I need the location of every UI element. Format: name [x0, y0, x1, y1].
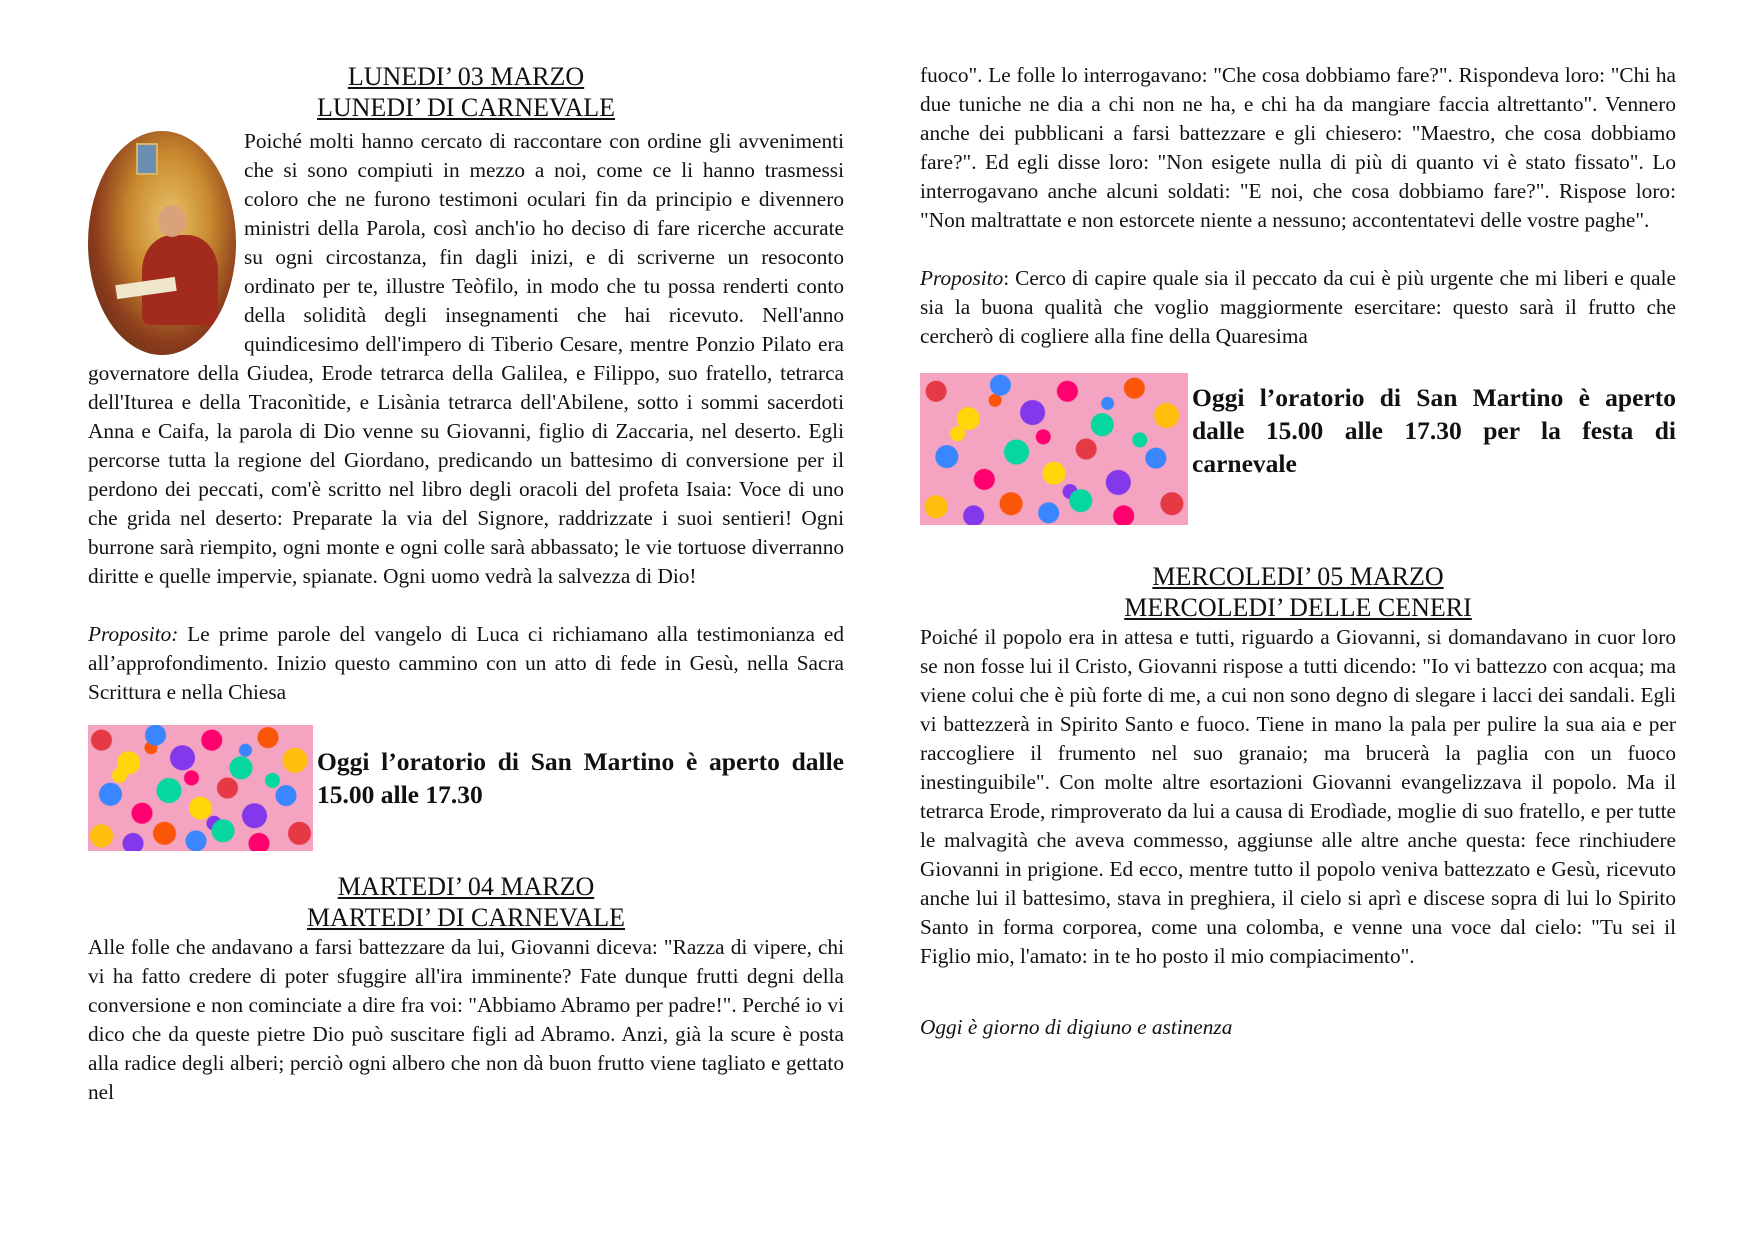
day2-reading-continued: fuoco". Le folle lo interrogavano: "Che cosa dobbiamo fare?". Rispondeva loro: "Chi ha due tuniche ne dia a chi non ne ha, e chi ha da mangiare faccia altrettanto". Vennero anche dei pubblicani a farsi battezzare e gli chiesero: "Maestro, che cosa dobbiamo fare?". Ed egli disse loro: "Non esigete nulla di più di quanto vi è stato fissato". Lo interrogavano anche alcuni soldati: "E noi, che cosa dobbiamo fare?". Rispose loro: "Non maltrattate e non estorcete niente a nessuno; accontentatevi delle vostre paghe".	[920, 63, 1676, 232]
day1-heading-title: LUNEDI’ DI CARNEVALE	[317, 93, 615, 122]
day2-proposito-label: Proposito	[920, 266, 1004, 290]
day1-proposito	[88, 620, 844, 707]
saint-luke-writing-icon	[88, 131, 236, 355]
confetti-image	[88, 725, 313, 851]
day3-reading: Poiché il popolo era in attesa e tutti, riguardo a Giovanni, si domandavano in cuor loro se non fosse lui il Cristo, Giovanni rispose a tutti dicendo: "Io vi battezzo con acqua; ma viene colui che è più forte di me, a cui non sono degno di slegare i lacci dei sandali. Egli vi battezzerà in Spirito Santo e fuoco. Tiene in mano la pala per pulire la sua aia e per raccogliere il frumento nel suo granaio; ma brucerà la paglia con un fuoco inestinguibile". Con molte altre esortazioni Giovanni evangelizzava il popolo. Ma il tetrarca Erode, rimproverato da lui a causa di Erodìade, moglie di suo fratello, e per tutte le malvagità che aveva commesso, aggiunse alle altre anche questa: fece rinchiudere Giovanni in prigione. Ed ecco, mentre tutto il popolo veniva battezzato e Gesù, ricevuto anche lui il battesimo, stava in preghiera, il cielo si aprì e discese sopra di lui lo Spirito Santo in forma corporea, come una colomba, e venne una voce dal cielo: "Tu sei il Figlio mio, l'amato: in te ho posto il mio compiacimento".	[920, 625, 1676, 968]
day2-heading-title: MARTEDI’ DI CARNEVALE	[306, 903, 626, 932]
day2-proposito-text: : Cerco di capire quale sia il peccato da cui è più urgente che mi liberi e quale sia la buona qualità che voglio maggiormente esercitare: questo sarà il frutto che cercherò di cogliere alla fine della Quaresima	[920, 266, 1676, 348]
day1-notice: Oggi l’oratorio di San Martino è aperto dalle 15.00 alle 17.30	[317, 747, 844, 809]
day2-proposito	[920, 264, 1676, 351]
day1-proposito-label: Proposito:	[88, 622, 179, 646]
day1-heading-date: LUNEDI’ 03 MARZO	[347, 62, 585, 91]
day2-reading: Alle folle che andavano a farsi battezzare da lui, Giovanni diceva: "Razza di vipere, chi vi ha fatto credere di poter sfuggire all'ira imminente? Fate dunque frutti degni della conversione e non cominciate a dire fra voi: "Abbiamo Abramo per padre!". Perché io vi dico che da queste pietre Dio può suscitare figli ad Abramo. Anzi, già la scure è posta alla radice degli alberi; perciò ogni albero che non dà buon frutto viene tagliato e gettato nel	[88, 935, 844, 1104]
day2-notice: Oggi l’oratorio di San Martino è aperto dalle 15.00 alle 17.30 per la festa di carnevale	[1192, 383, 1676, 478]
day3-heading-date: MERCOLEDI’ 05 MARZO	[1152, 562, 1444, 591]
day2-heading-date: MARTEDI’ 04 MARZO	[337, 872, 595, 901]
day3-heading-title: MERCOLEDI’ DELLE CENERI	[1124, 593, 1472, 622]
right-column	[920, 0, 1676, 1042]
day3-note: Oggi è giorno di digiuno e astinenza	[920, 1015, 1233, 1039]
confetti-image	[920, 373, 1188, 525]
day1-reading: Poiché molti hanno cercato di raccontare con ordine gli avvenimenti che si sono compiuti in mezzo a noi, come ce li hanno trasmessi coloro che ne furono testimoni oculari fin da principio e divennero ministri della Parola, così anch'io ho deciso di fare ricerche accurate su ogni circostanza, fin dagli inizi, e di scriverne un resoconto ordinato per te, illustre Teòfilo, in modo che tu possa renderti conto della solidità degli insegnamenti che hai ricevuto. Nell'anno quindicesimo dell'impero di Tiberio Cesare, mentre Ponzio Pilato era governatore della Giudea, Erode tetrarca della Galilea, e Filippo, suo fratello, tetrarca dell'Iturea e della Traconìtide, e Lisània tetrarca dell'Abilene, sotto i sommi sacerdoti Anna e Caifa, la parola di Dio venne su Giovanni, figlio di Zaccaria, nel deserto. Egli percorse tutta la regione del Giordano, predicando un battesimo di conversione per il perdono dei peccati, com'è scritto nel libro degli oracoli del profeta Isaia: Voce di uno che grida nel deserto: Preparate la via del Signore, raddrizzate i suoi sentieri! Ogni burrone sarà riempito, ogni monte e ogni colle sarà abbassato; le vie tortuose diverranno diritte e quelle impervie, spianate. Ogni uomo vedrà la salvezza di Dio!	[88, 129, 844, 588]
left-column	[88, 0, 844, 1107]
day1-proposito-text: Le prime parole del vangelo di Luca ci richiamano alla testimonianza ed all’approfondimento. Inizio questo cammino con un atto di fede in Gesù, nella Sacra Scrittura e nella Chiesa	[88, 622, 844, 704]
